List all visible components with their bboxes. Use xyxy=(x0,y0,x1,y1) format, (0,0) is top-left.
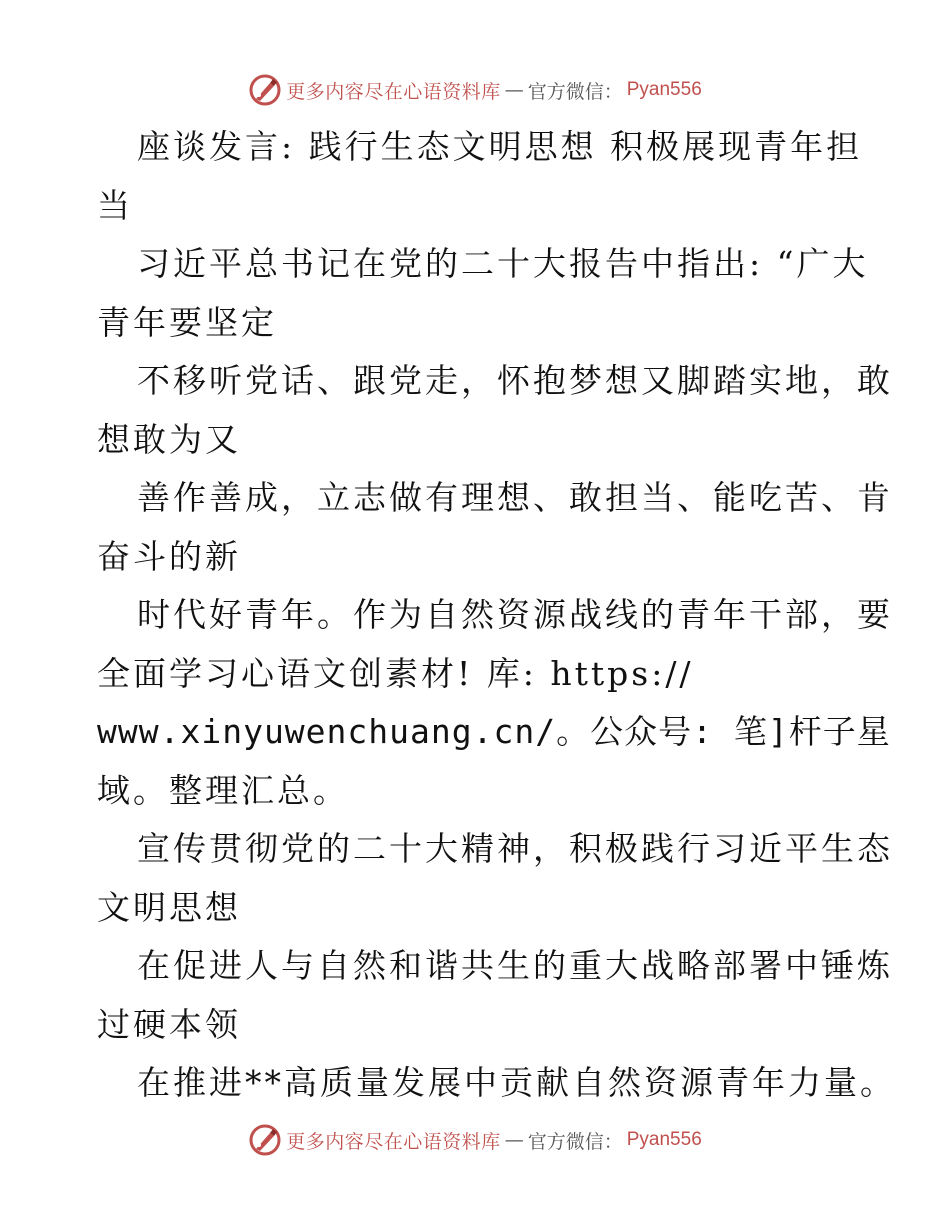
footer-banner-text: 更多内容尽在心语资料库 xyxy=(286,1130,501,1153)
title-line-1: 座谈发言: 践行生态文明思想 积极展现青年担 xyxy=(137,127,863,166)
header-banner-text: 更多内容尽在心语资料库 xyxy=(286,80,501,103)
footer-banner-id: Pyan556 xyxy=(626,1129,702,1150)
footer-banner xyxy=(0,1120,950,1160)
header-banner-id: Pyan556 xyxy=(626,79,702,100)
paragraph-line: 时代好青年。作为自然资源战线的青年干部，要 xyxy=(137,595,893,634)
footer-banner-inner xyxy=(248,1123,702,1157)
footer-banner-official: 官方微信： xyxy=(527,1130,623,1153)
paragraph-line: 在促进人与自然和谐共生的重大战略部署中锤炼 xyxy=(137,946,893,985)
paragraph-line: 善作善成，立志做有理想、敢担当、能吃苦、肯 xyxy=(137,478,893,517)
paragraph-line-url: www.xinyuwenchuang.cn/。公众号: 笔]杆子星 xyxy=(97,712,891,751)
paragraph-line: 在推进**高质量发展中贡献自然资源青年力量。 xyxy=(137,1063,896,1102)
paragraph-line: 青年要坚定 xyxy=(97,302,277,342)
pen-logo-icon xyxy=(248,1123,282,1157)
paragraph-line: 习近平总书记在党的二十大报告中指出: “广大 xyxy=(137,244,869,283)
header-banner-inner xyxy=(248,73,702,107)
paragraph-line: 宣传贯彻党的二十大精神，积极践行习近平生态 xyxy=(137,829,893,868)
pen-logo-icon xyxy=(248,73,282,107)
paragraph-line: 全面学习心语文创素材! 库: https:// xyxy=(97,653,694,693)
header-banner xyxy=(0,70,950,110)
header-banner-separator: — xyxy=(504,79,524,101)
footer-banner-separator: — xyxy=(504,1129,524,1151)
title-line-2: 当 xyxy=(97,185,133,225)
paragraph-line: 域。整理汇总。 xyxy=(97,770,349,810)
paragraph-line: 奋斗的新 xyxy=(97,536,241,576)
paragraph-line: 文明思想 xyxy=(97,887,241,927)
paragraph-line: 过硬本领 xyxy=(97,1004,241,1044)
paragraph-line: 想敢为又 xyxy=(97,419,241,459)
document-body xyxy=(97,118,896,1113)
header-banner-official: 官方微信： xyxy=(527,80,623,103)
paragraph-line: 不移听党话、跟党走，怀抱梦想又脚踏实地，敢 xyxy=(137,361,893,400)
